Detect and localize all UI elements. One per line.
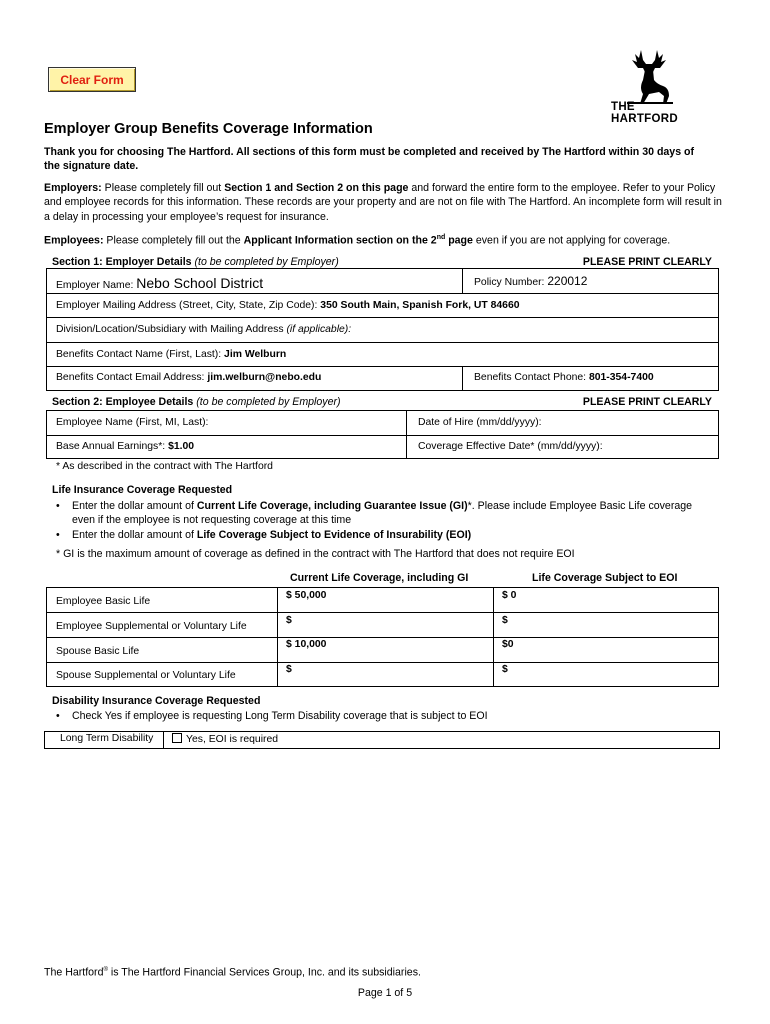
gi-note: * GI is the maximum amount of coverage as defined in the contract with The Hartford that does not require EOI	[56, 548, 575, 560]
employees-text-2: Applicant Information section on the 2	[243, 234, 437, 247]
employee-name-label: Employee Name (First, MI, Last):	[56, 417, 209, 428]
employers-text-1: Please completely fill out	[101, 182, 225, 194]
employers-text-3: and forward the entire form to the employee. Refer to your Policy and employee records for this information. These records are your property and are not on file with The Hartford. An incomplete form will result in a delay in processing your employee’s request for insurance.	[44, 182, 722, 223]
ltd-option[interactable]	[172, 733, 278, 745]
col-current-coverage: Current Life Coverage, including GI	[290, 572, 469, 584]
ltd-label: Long Term Disability	[60, 733, 154, 744]
life-row-label: Employee Supplemental or Voluntary Life	[56, 621, 247, 632]
divider	[46, 662, 719, 663]
policy-number-field[interactable]	[474, 274, 587, 288]
divider	[406, 410, 407, 459]
divider	[46, 366, 719, 367]
divider	[163, 731, 164, 749]
divider	[462, 268, 463, 293]
section2-footnote: * As described in the contract with The Hartford	[56, 461, 273, 472]
employees-text-4: even if you are not applying for coverage.	[472, 234, 671, 247]
life-row-label: Spouse Supplemental or Voluntary Life	[56, 670, 236, 681]
ltd-yes-checkbox[interactable]	[172, 733, 182, 743]
divider	[46, 317, 719, 318]
contact-name-field[interactable]	[56, 349, 286, 360]
employer-address-label: Employer Mailing Address (Street, City, State, Zip Code):	[56, 300, 318, 311]
life-bullet-2	[72, 528, 471, 542]
logo-line-hartford: HARTFORD	[611, 113, 678, 125]
coverage-effective-date-field[interactable]	[418, 441, 603, 452]
employer-name-value: Nebo School District	[136, 275, 264, 291]
divider	[46, 342, 719, 343]
divider	[493, 587, 494, 687]
hartford-logo	[603, 44, 693, 129]
life-row-current[interactable]: $ 10,000	[286, 639, 327, 650]
life-b1-text-4: even if the employee is not requesting coverage at this time	[72, 514, 352, 527]
employees-sup: nd	[436, 234, 446, 241]
page-title: Employer Group Benefits Coverage Information	[44, 121, 373, 137]
logo-line-the: THE	[611, 101, 635, 113]
disability-heading: Disability Insurance Coverage Requested	[52, 695, 261, 707]
life-bullet-1	[72, 499, 722, 528]
contact-phone-value: 801-354-7400	[588, 372, 654, 383]
life-b2-text-1: Enter the dollar amount of	[72, 529, 197, 541]
life-row-current[interactable]: $	[286, 615, 292, 626]
date-of-hire-label: Date of Hire (mm/dd/yyyy):	[418, 417, 542, 428]
contact-email-value: jim.welburn@nebo.edu	[207, 372, 322, 383]
trademark-text-1: The Hartford	[44, 966, 104, 979]
section1-print-clearly: PLEASE PRINT CLEARLY	[582, 256, 712, 268]
contact-phone-label: Benefits Contact Phone:	[474, 372, 587, 383]
section1-note: (to be completed by Employer)	[194, 256, 339, 268]
divider	[277, 587, 278, 687]
employees-text-1: Please completely fill out the	[103, 234, 244, 247]
life-row-current[interactable]: $ 50,000	[286, 590, 327, 601]
base-earnings-value: $1.00	[168, 441, 195, 452]
life-b2-text-2: Life Coverage Subject to Evidence of Insurability (EOI)	[196, 529, 472, 541]
contact-email-label: Benefits Contact Email Address:	[56, 372, 205, 383]
life-b1-text-2: Current Life Coverage, including Guarantee Issue (GI)	[196, 500, 468, 512]
section1-title: Section 1: Employer Details	[52, 256, 192, 268]
divider	[462, 366, 463, 391]
employer-address-value: 350 South Main, Spanish Fork, UT 84660	[320, 300, 520, 311]
life-b1-text-3: *. Please include Employee Basic Life coverage	[467, 500, 693, 512]
policy-number-label: Policy Number:	[474, 277, 545, 288]
divider	[46, 612, 719, 613]
employees-text-3: page	[445, 234, 473, 247]
life-row-label: Employee Basic Life	[56, 596, 151, 607]
contact-email-field[interactable]	[56, 372, 321, 383]
intro-text: Thank you for choosing The Hartford. All sections of this form must be completed and received by The Hartford within 30 days of the signature date.	[44, 146, 695, 173]
life-row-eoi[interactable]: $	[502, 615, 508, 626]
section2-note: (to be completed by Employer)	[196, 396, 341, 408]
life-row-eoi[interactable]: $0	[502, 639, 514, 650]
clear-form-button[interactable]: Clear Form	[48, 67, 136, 92]
life-heading: Life Insurance Coverage Requested	[52, 484, 233, 496]
section2-heading	[52, 395, 341, 409]
employer-name-label: Employer Name:	[56, 280, 134, 291]
employers-label: Employers:	[44, 182, 102, 194]
division-note: (if applicable):	[286, 324, 352, 335]
employers-instructions	[44, 181, 724, 224]
divider	[46, 293, 719, 294]
policy-number-value: 220012	[547, 274, 588, 288]
life-row-eoi[interactable]: $	[502, 664, 508, 675]
divider	[46, 637, 719, 638]
trademark-text-2: is The Hartford Financial Services Group, Inc. and its subsidiaries.	[107, 966, 421, 979]
coverage-effective-date-label: Coverage Effective Date* (mm/dd/yyyy):	[418, 441, 603, 452]
employers-text-2: Section 1 and Section 2 on this page	[224, 182, 409, 194]
employer-name-field[interactable]	[56, 275, 263, 291]
section2-title: Section 2: Employee Details	[52, 396, 194, 408]
life-row-eoi[interactable]: $ 0	[502, 590, 517, 601]
col-eoi-coverage: Life Coverage Subject to EOI	[532, 572, 678, 584]
disability-bullet	[72, 709, 488, 723]
divider	[46, 435, 719, 436]
contact-phone-field[interactable]	[474, 372, 654, 383]
employees-instructions	[44, 231, 734, 248]
employee-name-field[interactable]	[56, 417, 208, 428]
ltd-option-label: Yes, EOI is required	[186, 734, 279, 745]
base-earnings-label: Base Annual Earnings*:	[56, 441, 166, 452]
section2-print-clearly: PLEASE PRINT CLEARLY	[582, 396, 712, 408]
trademark-symbol: ®	[103, 967, 108, 973]
employees-label: Employees:	[44, 234, 104, 247]
division-field[interactable]	[56, 324, 351, 335]
contact-name-value: Jim Welburn	[224, 349, 287, 360]
date-of-hire-field[interactable]	[418, 417, 542, 428]
page-number: Page 1 of 5	[357, 987, 413, 999]
stag-icon	[619, 44, 679, 106]
life-row-current[interactable]: $	[286, 664, 292, 675]
trademark-footer	[44, 963, 421, 980]
disability-bullet-text: Check Yes if employee is requesting Long Term Disability coverage that is subject to EOI	[72, 710, 488, 722]
employer-address-field[interactable]	[56, 300, 520, 311]
base-earnings-field[interactable]	[56, 441, 194, 452]
contact-name-label: Benefits Contact Name (First, Last):	[56, 349, 222, 360]
life-row-label: Spouse Basic Life	[56, 646, 140, 657]
life-b1-text-1: Enter the dollar amount of	[72, 500, 197, 512]
division-label: Division/Location/Subsidiary with Mailing Address	[56, 324, 284, 335]
